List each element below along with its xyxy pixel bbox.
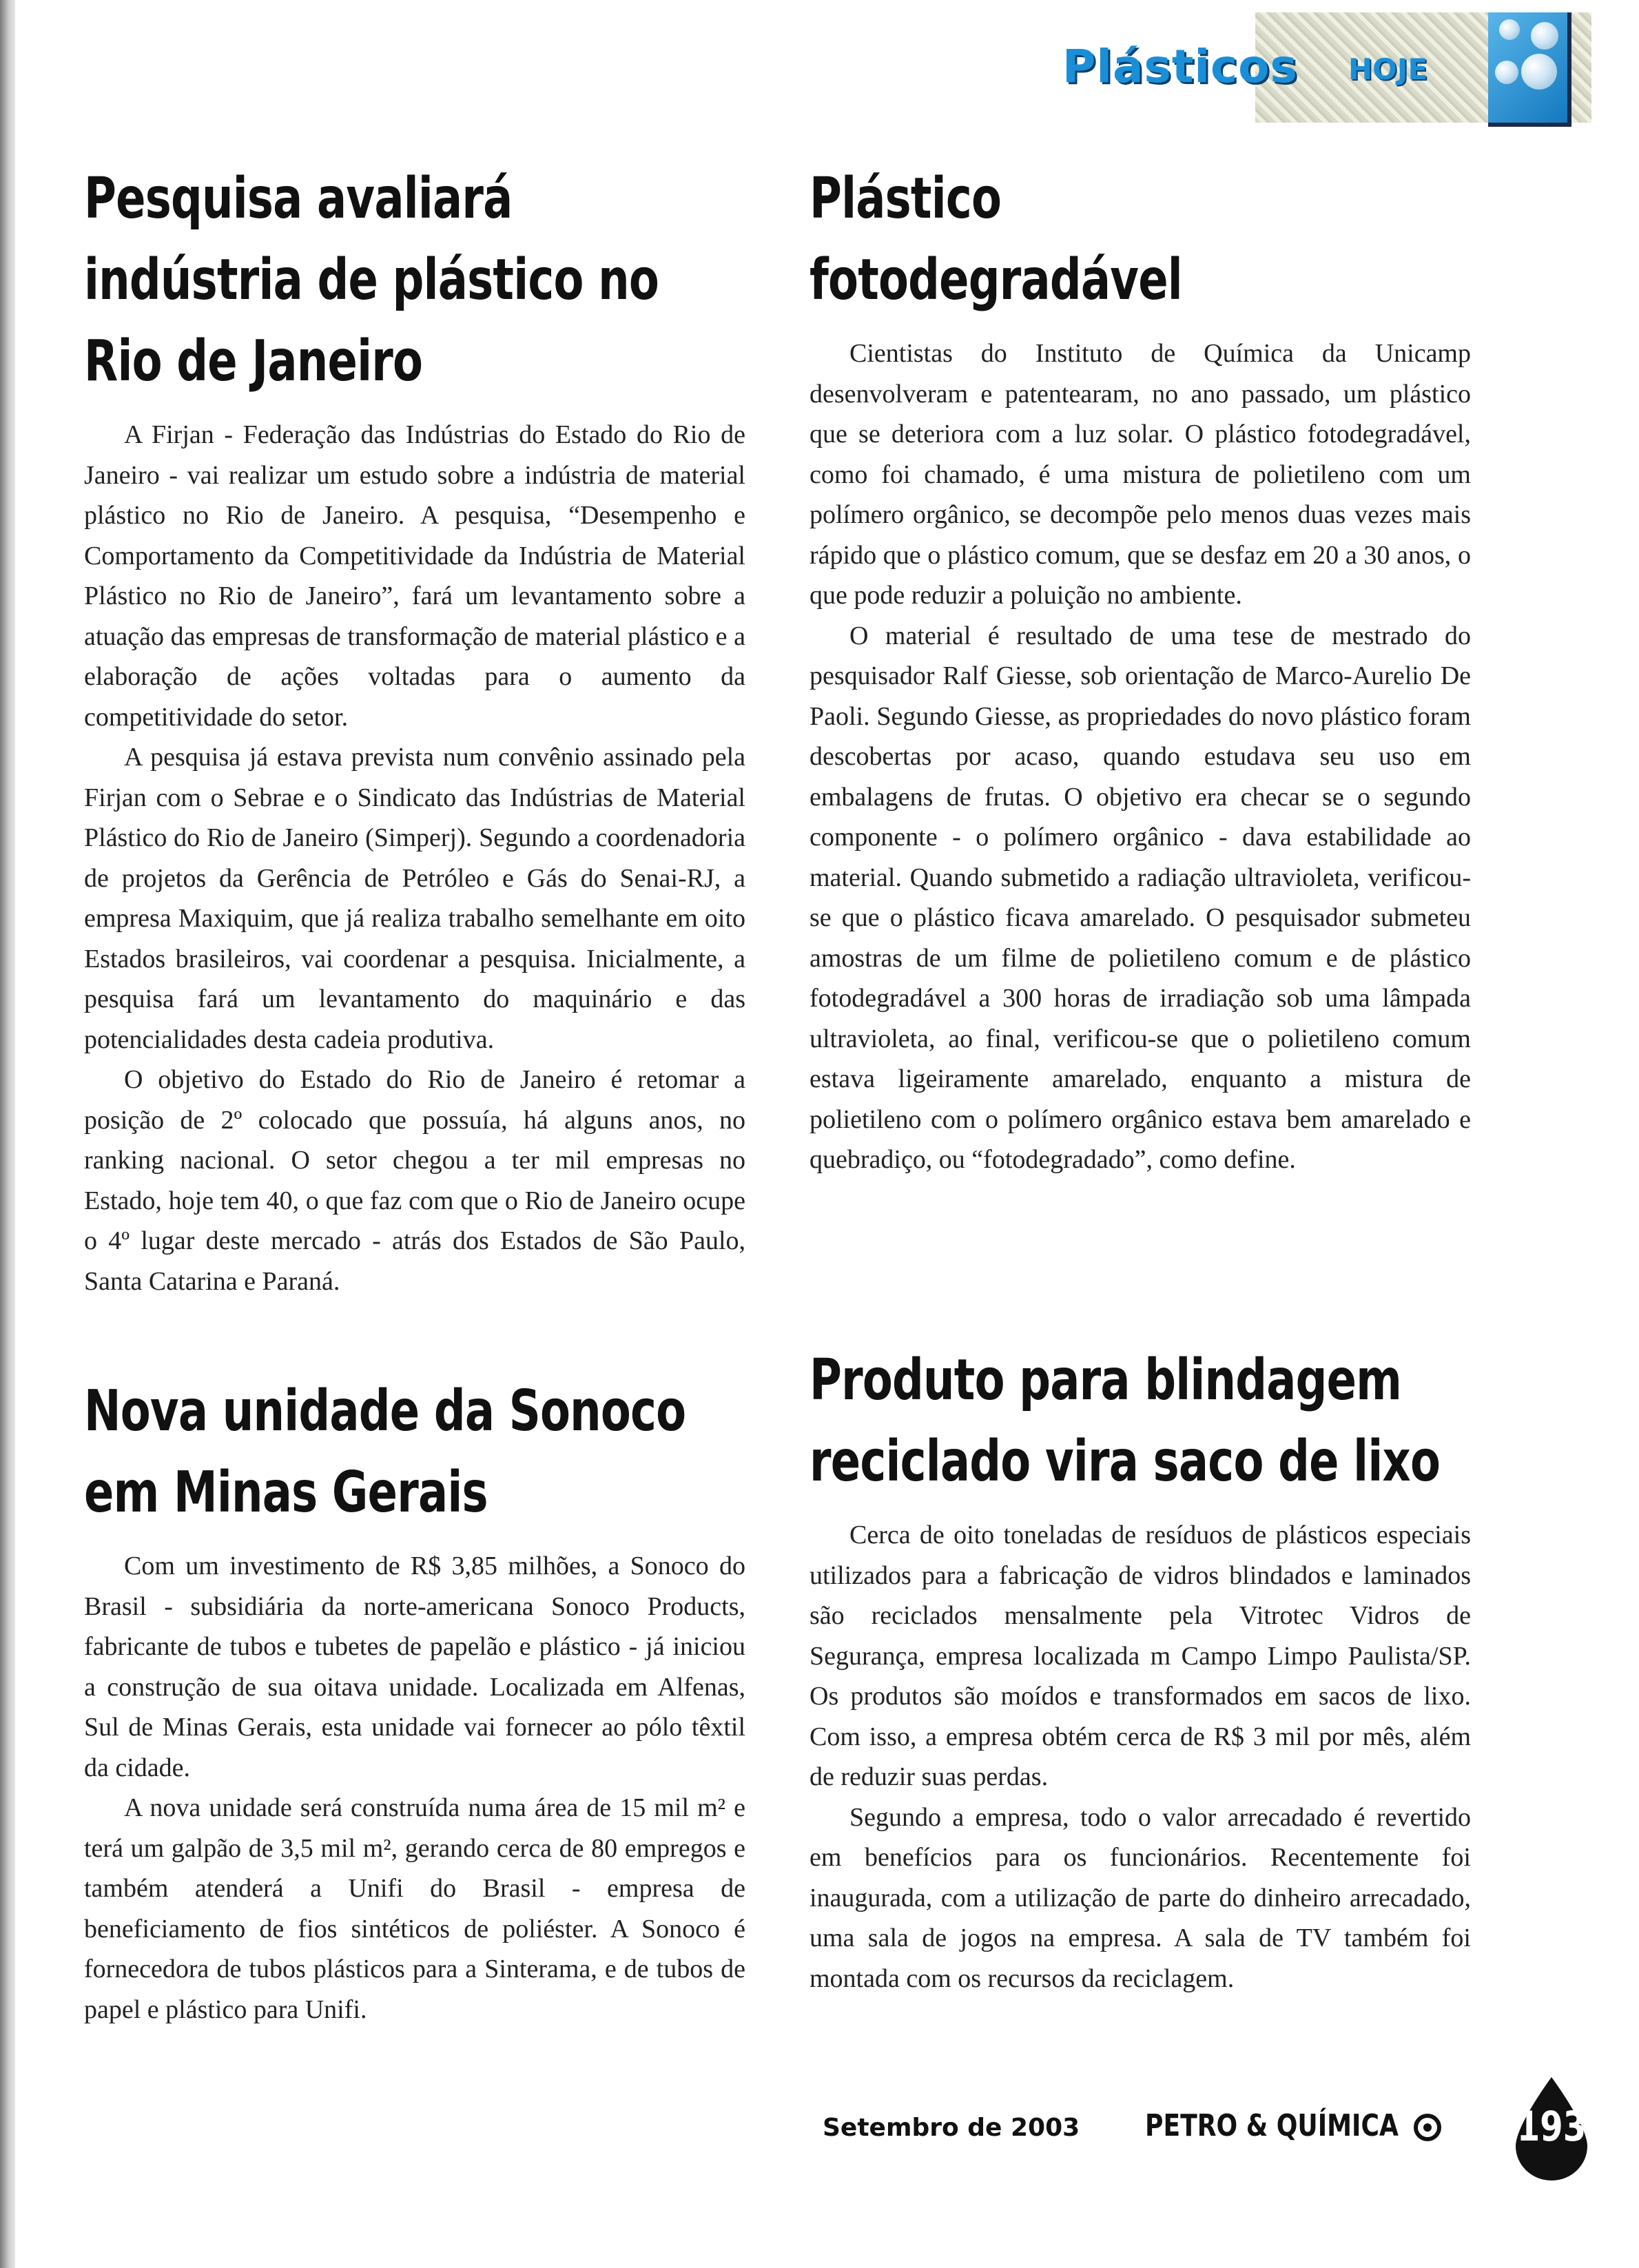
bubble-icon	[1499, 19, 1520, 40]
article-sonoco	[84, 1371, 745, 2030]
registered-icon	[1414, 2114, 1441, 2141]
article-blindagem	[810, 1340, 1471, 1999]
bubble-icon	[1521, 54, 1557, 90]
article-title: Plástico fotodegradável	[810, 166, 1182, 313]
article-paragraph: Com um investimento de R$ 3,85 milhões, a Sonoco do Brasil - subsidiária da norte-americana Sonoco Products, fabricante de tubos e tubetes de papelão e plástico - já iniciou a construção de sua oitava unidade. Localizada em Alfenas, Sul de Minas Gerais, esta unidade vai fornecer ao pólo têxtil da cidade.	[84, 1551, 745, 1782]
footer-magazine-name: PETRO & QUÍMICA	[1145, 2108, 1399, 2143]
page-number: 193	[1516, 2103, 1587, 2151]
article-paragraph: O material é resultado de uma tese de mestrado do pesquisador Ralf Giesse, sob orientação de Marco-Aurelio De Paoli. Segundo Giesse, as propriedades do novo plástico foram descobertas por acaso, quando estudava seu uso em embalagens de frutas. O objetivo era checar se o segundo componente - o polímero orgânico - dava estabilidade ao material. Quando submetido a radiação ultravioleta, verificou-se que o plástico ficava amarelado. O pesquisador submeteu amostras de um filme de polietileno comum e de plástico fotodegradável a 300 horas de irradiação sob uma lâmpada ultravioleta, ao final, verificou-se que o polietileno comum estava ligeiramente amarelado, enquanto a mistura de polietileno com o polímero orgânico estava bem amarelado e quebradiço, ou “fotodegradado”, como define.	[810, 621, 1471, 1174]
article-title: Pesquisa avaliará indústria de plástico no Rio de Janeiro	[84, 166, 659, 394]
article-paragraph: A pesquisa já estava prevista num convênio assinado pela Firjan com o Sebrae e o Sindicato das Indústrias de Material Plástico do Rio de Janeiro (Simperj). Segundo a coordenadoria de projetos da Gerência de Petróleo e Gás do Senai-RJ, a empresa Maxiquim, que já realiza trabalho semelhante em oito Estados brasileiros, vai coordenar a pesquisa. Inicialmente, a pesquisa fará um levantamento do maquinário e das potencialidades desta cadeia produtiva.	[84, 743, 745, 1054]
article-paragraph: Segundo a empresa, todo o valor arrecadado é revertido em benefícios para os funcionários. Recentemente foi inaugurada, com a utilização de parte do dinheiro arrecadado, uma sala de jogos na empresa. A sala de TV também foi montada com os recursos da reciclagem.	[810, 1802, 1471, 1993]
article-firjan	[84, 158, 745, 1301]
bubble-icon	[1495, 61, 1518, 84]
article-title: Produto para blindagem reciclado vira saco de lixo	[810, 1348, 1441, 1494]
article-fotodegradavel	[810, 158, 1471, 1180]
article-paragraph: Cientistas do Instituto de Química da Unicamp desenvolveram e patentearam, no ano passado, um plástico que se deteriora com a luz solar. O plástico fotodegradável, como foi chamado, é uma mistura de polietileno com um polímero orgânico, se decompõe pelo menos duas vezes mais rápido que o plástico comum, que se desfaz em 20 a 30 anos, o que pode reduzir a poluição no ambiente.	[810, 339, 1471, 610]
article-paragraph: O objetivo do Estado do Rio de Janeiro é retomar a posição de 2º colocado que possuía, há alguns anos, no ranking nacional. O setor chegou a ter mil empresas no Estado, hoje tem 40, o que faz com que o Rio de Janeiro ocupe o 4º lugar deste mercado - atrás dos Estados de São Paulo, Santa Catarina e Paraná.	[84, 1065, 745, 1296]
binding-edge	[0, 0, 15, 2268]
magazine-page	[15, 0, 1639, 2268]
article-paragraph: A nova unidade será construída numa área de 15 mil m² e terá um galpão de 3,5 mil m², gerando cerca de 80 empregos e também atenderá a Unifi do Brasil - empresa de beneficiamento de fios sintéticos de poliéster. A Sonoco é fornecedora de tubos plásticos para a Sinterama, e de tubos de papel e plástico para Unifi.	[84, 1793, 745, 2024]
section-logo	[1062, 12, 1591, 128]
footer-date: Setembro de 2003	[823, 2114, 1080, 2142]
logo-sub-text: HOJE	[1348, 52, 1428, 86]
article-paragraph: A Firjan - Federação das Indústrias do Estado do Rio de Janeiro - vai realizar um estudo sobre a indústria de material plástico no Rio de Janeiro. A pesquisa, “Desempenho e Comportamento da Competitividade da Indústria de Material Plástico no Rio de Janeiro”, fará um levantamento sobre a atuação das empresas de transformação de material plástico e a elaboração de ações voltadas para o aumento da competitividade do setor.	[84, 420, 745, 732]
logo-main-text: Plásticos	[1062, 40, 1298, 93]
logo-bubbles-icon	[1488, 12, 1571, 127]
article-title: Nova unidade da Sonoco em Minas Gerais	[84, 1379, 686, 1525]
bubble-icon	[1531, 22, 1558, 50]
article-paragraph: Cerca de oito toneladas de resíduos de plásticos especiais utilizados para a fabricação de vidros blindados e laminados são reciclados mensalmente pela Vitrotec Vidros de Segurança, empresa localizada m Campo Limpo Paulista/SP. Os produtos são moídos e transformados em sacos de lixo. Com isso, a empresa obtém cerca de R$ 3 mil por mês, além de reduzir suas perdas.	[810, 1520, 1471, 1791]
